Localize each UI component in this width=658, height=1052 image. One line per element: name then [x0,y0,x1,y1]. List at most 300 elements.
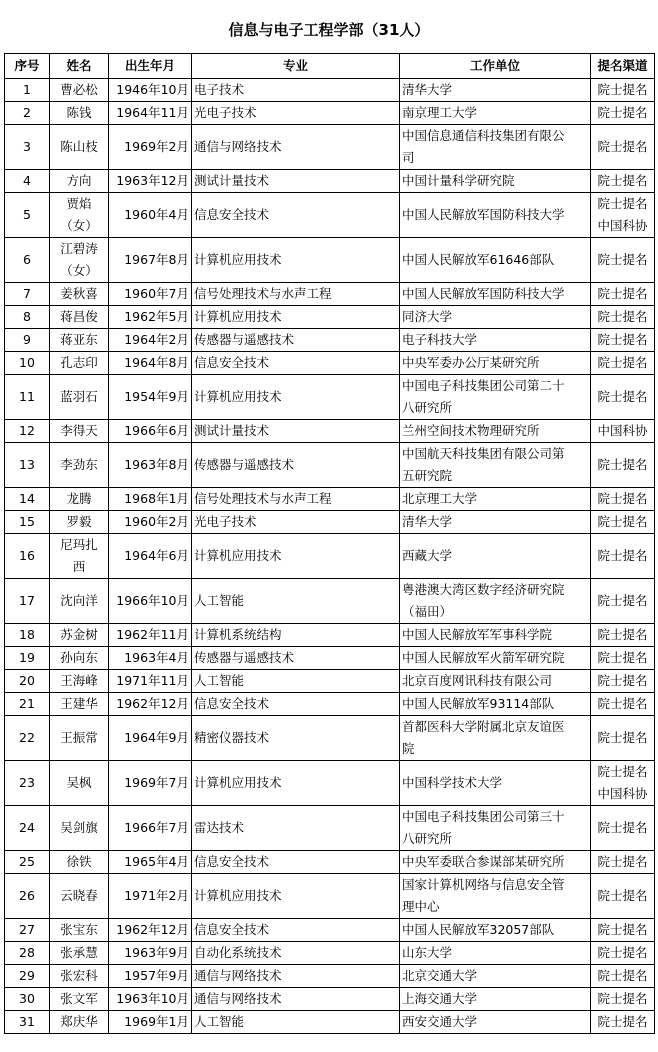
cell-birth: 1966年6月 [109,420,192,443]
cell-unit [400,125,591,170]
cell-unit-line: 中国人民解放军火箭军研究院 [402,650,565,665]
cell-index: 5 [5,193,50,238]
cell-channel [591,193,655,238]
cell-channel-line: 院士提名 [597,888,648,903]
cell-birth: 1963年8月 [109,443,192,488]
cell-name [50,443,109,488]
cell-name [50,420,109,443]
cell-major: 通信与网络技术 [192,125,400,170]
cell-unit-line: 国家计算机网络与信息安全管 [402,877,565,892]
cell-unit-line: 粤港澳大湾区数字经济研究院 [402,582,565,597]
cell-major: 通信与网络技术 [192,965,400,988]
cell-channel [591,806,655,851]
table-row [5,988,655,1011]
cell-birth: 1963年9月 [109,942,192,965]
cell-name [50,851,109,874]
cell-index: 3 [5,125,50,170]
cell-name-line: 贾焰 [66,196,92,211]
table-row [5,102,655,125]
cell-unit [400,283,591,306]
table-row [5,306,655,329]
cell-name [50,283,109,306]
cell-name-line: 郑庆华 [60,1014,98,1029]
cell-channel [591,851,655,874]
cell-name-line: 王振常 [60,730,98,745]
cell-channel [591,329,655,352]
cell-unit-line: 院 [402,741,415,756]
cell-major: 信号处理技术与水声工程 [192,488,400,511]
cell-channel [591,443,655,488]
cell-channel-line: 中国科协 [597,423,648,438]
cell-index: 17 [5,579,50,624]
cell-unit [400,851,591,874]
cell-unit [400,942,591,965]
cell-index: 20 [5,670,50,693]
cell-unit-line: 司 [402,150,415,165]
cell-index: 8 [5,306,50,329]
cell-channel-line: 院士提名 [597,991,648,1006]
cell-index: 23 [5,761,50,806]
cell-name-line: 李得天 [60,423,98,438]
cell-unit-line: 中国人民解放军32057部队 [402,922,555,937]
cell-name [50,716,109,761]
cell-channel [591,352,655,375]
table-row [5,375,655,420]
cell-channel [591,761,655,806]
cell-birth: 1963年12月 [109,170,192,193]
cell-index: 24 [5,806,50,851]
cell-channel [591,716,655,761]
cell-birth: 1964年9月 [109,716,192,761]
cell-birth: 1946年10月 [109,79,192,102]
header-unit: 工作单位 [400,54,591,79]
cell-unit-line: 北京百度网讯科技有限公司 [402,673,553,688]
cell-unit-line: 山东大学 [402,945,453,960]
cell-unit-line: 中国计量科学研究院 [402,173,515,188]
cell-name-line: 张承慧 [60,945,98,960]
cell-name [50,874,109,919]
cell-unit [400,693,591,716]
cell-channel [591,919,655,942]
cell-name [50,579,109,624]
cell-channel-line: 院士提名 [597,82,648,97]
cell-unit [400,716,591,761]
cell-channel-line: 院士提名 [597,820,648,835]
cell-name [50,1011,109,1034]
cell-unit-line: 中国人民解放军国防科技大学 [402,286,565,301]
table-row [5,851,655,874]
cell-unit-line: 中国航天科技集团有限公司第 [402,446,565,461]
cell-unit-line: 首都医科大学附属北京友谊医 [402,719,565,734]
cell-birth: 1960年2月 [109,511,192,534]
cell-major: 光电子技术 [192,511,400,534]
cell-unit-line: 中国人民解放军93114部队 [402,696,555,711]
table-row [5,965,655,988]
cell-channel-line: 院士提名 [597,854,648,869]
cell-name-line: 张文军 [60,991,98,1006]
cell-channel-line: 院士提名 [597,139,648,154]
table-row [5,125,655,170]
cell-unit [400,874,591,919]
cell-channel [591,79,655,102]
cell-name [50,170,109,193]
cell-index: 6 [5,238,50,283]
cell-major: 计算机应用技术 [192,534,400,579]
cell-name-line: 姜秋喜 [60,286,98,301]
cell-name-line: 张宏科 [60,968,98,983]
cell-unit [400,988,591,1011]
cell-name-line: 蒋昌俊 [60,309,98,324]
cell-name [50,79,109,102]
cell-channel [591,1011,655,1034]
cell-channel [591,102,655,125]
cell-unit-line: 兰州空间技术物理研究所 [402,423,540,438]
cell-name-line: 蒋亚东 [60,332,98,347]
table-row [5,1011,655,1034]
cell-unit [400,79,591,102]
cell-channel-line: 院士提名 [597,673,648,688]
cell-unit [400,919,591,942]
header-index: 序号 [5,54,50,79]
cell-channel-line: 中国科协 [597,786,648,801]
cell-name-line: 吴剑旗 [60,820,98,835]
cell-unit-line: 南京理工大学 [402,105,478,120]
cell-channel [591,238,655,283]
cell-channel [591,988,655,1011]
cell-birth: 1966年10月 [109,579,192,624]
cell-major: 自动化系统技术 [192,942,400,965]
cell-name-line: 王建华 [60,696,98,711]
cell-channel [591,375,655,420]
cell-channel-line: 院士提名 [597,922,648,937]
cell-name [50,670,109,693]
cell-channel-line: 院士提名 [597,491,648,506]
cell-name-line: 王海峰 [60,673,98,688]
cell-unit [400,170,591,193]
cell-channel [591,624,655,647]
cell-major: 通信与网络技术 [192,988,400,1011]
header-major: 专业 [192,54,400,79]
cell-channel-line: 院士提名 [597,650,648,665]
cell-unit-line: 西藏大学 [402,548,453,563]
cell-name-line: 孙向东 [60,650,98,665]
table-row [5,511,655,534]
cell-unit-line: 清华大学 [402,514,453,529]
cell-name [50,329,109,352]
cell-major: 信息安全技术 [192,193,400,238]
cell-index: 27 [5,919,50,942]
cell-major: 测试计量技术 [192,170,400,193]
cell-name-line: 徐铁 [66,854,92,869]
cell-name [50,988,109,1011]
cell-channel-line: 院士提名 [597,252,648,267]
cell-channel-line: 院士提名 [597,593,648,608]
cell-channel [591,420,655,443]
cell-channel-line: 院士提名 [597,968,648,983]
cell-major: 光电子技术 [192,102,400,125]
table-row [5,670,655,693]
cell-index: 26 [5,874,50,919]
cell-unit-line: 中国人民解放军国防科技大学 [402,207,565,222]
cell-name [50,693,109,716]
cell-birth: 1954年9月 [109,375,192,420]
cell-birth: 1962年11月 [109,624,192,647]
cell-channel [591,579,655,624]
table-row [5,352,655,375]
cell-birth: 1969年1月 [109,1011,192,1034]
cell-index: 4 [5,170,50,193]
cell-major: 雷达技术 [192,806,400,851]
cell-birth: 1971年11月 [109,670,192,693]
cell-name-line: 张宝东 [60,922,98,937]
table-row [5,534,655,579]
cell-index: 10 [5,352,50,375]
cell-birth: 1969年7月 [109,761,192,806]
cell-name-line: （女） [60,263,98,278]
cell-birth: 1964年2月 [109,329,192,352]
cell-unit-line: 西安交通大学 [402,1014,478,1029]
cell-name [50,761,109,806]
cell-name-line: 陈山枝 [60,139,98,154]
cell-major: 测试计量技术 [192,420,400,443]
cell-unit-line: 中国科学技术大学 [402,775,503,790]
cell-major: 计算机应用技术 [192,375,400,420]
cell-major: 计算机系统结构 [192,624,400,647]
table-header-row [5,54,655,79]
cell-birth: 1960年7月 [109,283,192,306]
cell-birth: 1957年9月 [109,965,192,988]
cell-unit [400,579,591,624]
cell-birth: 1962年12月 [109,919,192,942]
cell-name [50,306,109,329]
table-row [5,874,655,919]
cell-birth: 1964年8月 [109,352,192,375]
cell-name-line: 方向 [66,173,92,188]
cell-channel [591,488,655,511]
cell-unit [400,488,591,511]
cell-channel-line: 院士提名 [597,514,648,529]
cell-unit [400,352,591,375]
cell-major: 信息安全技术 [192,851,400,874]
cell-name [50,193,109,238]
cell-birth: 1971年2月 [109,874,192,919]
cell-birth: 1965年4月 [109,851,192,874]
cell-index: 13 [5,443,50,488]
cell-birth: 1963年10月 [109,988,192,1011]
cell-channel-line: 院士提名 [597,696,648,711]
cell-unit [400,534,591,579]
cell-name [50,942,109,965]
cell-name-line: 陈钱 [66,105,92,120]
cell-unit [400,238,591,283]
cell-unit [400,624,591,647]
cell-major: 计算机应用技术 [192,761,400,806]
table-row [5,761,655,806]
cell-channel [591,283,655,306]
cell-index: 12 [5,420,50,443]
table-body [5,79,655,1034]
cell-birth: 1966年7月 [109,806,192,851]
cell-unit [400,329,591,352]
cell-channel-line: 院士提名 [597,286,648,301]
cell-major: 信息安全技术 [192,693,400,716]
cell-name-line: （女） [60,218,98,233]
cell-major: 精密仪器技术 [192,716,400,761]
cell-channel-line: 院士提名 [597,173,648,188]
cell-birth: 1964年6月 [109,534,192,579]
cell-index: 2 [5,102,50,125]
cell-unit [400,420,591,443]
cell-birth: 1960年4月 [109,193,192,238]
cell-channel [591,125,655,170]
cell-birth: 1969年2月 [109,125,192,170]
cell-name [50,488,109,511]
table-row [5,579,655,624]
cell-name-line: 孔志印 [60,355,98,370]
cell-major: 传感器与遥感技术 [192,329,400,352]
cell-index: 1 [5,79,50,102]
cell-unit-line: 中国信息通信科技集团有限公 [402,128,565,143]
cell-channel-line: 院士提名 [597,1014,648,1029]
cell-name [50,375,109,420]
cell-channel-line: 院士提名 [597,389,648,404]
cell-name [50,806,109,851]
cell-unit [400,806,591,851]
cell-channel-line: 院士提名 [597,355,648,370]
cell-major: 信息安全技术 [192,919,400,942]
table-row [5,647,655,670]
cell-name [50,125,109,170]
cell-birth: 1962年12月 [109,693,192,716]
table-row [5,443,655,488]
cell-unit-line: 八研究所 [402,400,453,415]
cell-name-line: 曹必松 [60,82,98,97]
cell-channel-line: 院士提名 [597,457,648,472]
cell-index: 22 [5,716,50,761]
cell-channel [591,511,655,534]
cell-name [50,624,109,647]
table-row [5,170,655,193]
cell-channel [591,647,655,670]
cell-unit [400,102,591,125]
cell-unit [400,670,591,693]
cell-name-line: 西 [72,559,86,574]
cell-unit-line: （福田） [402,604,453,619]
table-row [5,283,655,306]
cell-unit [400,193,591,238]
cell-name [50,238,109,283]
cell-channel-line: 院士提名 [597,309,648,324]
table-row [5,238,655,283]
cell-major: 计算机应用技术 [192,306,400,329]
cell-index: 25 [5,851,50,874]
cell-index: 15 [5,511,50,534]
cell-index: 29 [5,965,50,988]
cell-index: 16 [5,534,50,579]
table-row [5,693,655,716]
cell-channel [591,693,655,716]
cell-name [50,647,109,670]
cell-name-line: 尼玛扎 [60,537,98,552]
cell-major: 信息安全技术 [192,352,400,375]
cell-unit [400,761,591,806]
cell-channel-line: 中国科协 [597,218,648,233]
cell-unit [400,375,591,420]
cell-index: 19 [5,647,50,670]
cell-birth: 1964年11月 [109,102,192,125]
cell-major: 人工智能 [192,1011,400,1034]
header-birth: 出生年月 [109,54,192,79]
cell-unit-line: 中国电子科技集团公司第二十 [402,378,565,393]
cell-name [50,511,109,534]
cell-birth: 1967年8月 [109,238,192,283]
cell-unit-line: 电子科技大学 [402,332,478,347]
cell-channel [591,306,655,329]
cell-name-line: 吴枫 [66,775,92,790]
cell-name [50,965,109,988]
cell-name [50,102,109,125]
table-row [5,193,655,238]
table-row [5,624,655,647]
cell-channel-line: 院士提名 [597,196,648,211]
cell-channel-line: 院士提名 [597,332,648,347]
cell-name-line: 李劲东 [60,457,98,472]
cell-unit [400,511,591,534]
table-row [5,420,655,443]
cell-channel-line: 院士提名 [597,945,648,960]
cell-unit [400,647,591,670]
cell-name [50,919,109,942]
cell-unit-line: 中央军委联合参谋部某研究所 [402,854,565,869]
cell-unit-line: 中国人民解放军61646部队 [402,252,555,267]
cell-channel [591,965,655,988]
cell-name [50,352,109,375]
cell-unit-line: 清华大学 [402,82,453,97]
cell-index: 30 [5,988,50,1011]
cell-major: 人工智能 [192,670,400,693]
cell-index: 7 [5,283,50,306]
cell-channel-line: 院士提名 [597,105,648,120]
cell-channel-line: 院士提名 [597,764,648,779]
cell-index: 11 [5,375,50,420]
table-row [5,919,655,942]
cell-unit-line: 中国电子科技集团公司第三十 [402,809,565,824]
cell-unit-line: 理中心 [402,899,440,914]
cell-name-line: 龙腾 [66,491,92,506]
table-row [5,942,655,965]
table-row [5,806,655,851]
cell-unit-line: 同济大学 [402,309,453,324]
cell-index: 9 [5,329,50,352]
table-row [5,488,655,511]
table-row [5,329,655,352]
cell-name-line: 云晓春 [60,888,98,903]
cell-unit [400,443,591,488]
cell-major: 人工智能 [192,579,400,624]
cell-index: 14 [5,488,50,511]
cell-unit [400,1011,591,1034]
cell-unit-line: 中国人民解放军军事科学院 [402,627,553,642]
cell-channel [591,534,655,579]
members-table [4,53,655,1034]
cell-name [50,534,109,579]
cell-major: 计算机应用技术 [192,874,400,919]
cell-channel-line: 院士提名 [597,627,648,642]
header-name: 姓名 [50,54,109,79]
cell-major: 信号处理技术与水声工程 [192,283,400,306]
cell-major: 计算机应用技术 [192,238,400,283]
cell-channel [591,670,655,693]
